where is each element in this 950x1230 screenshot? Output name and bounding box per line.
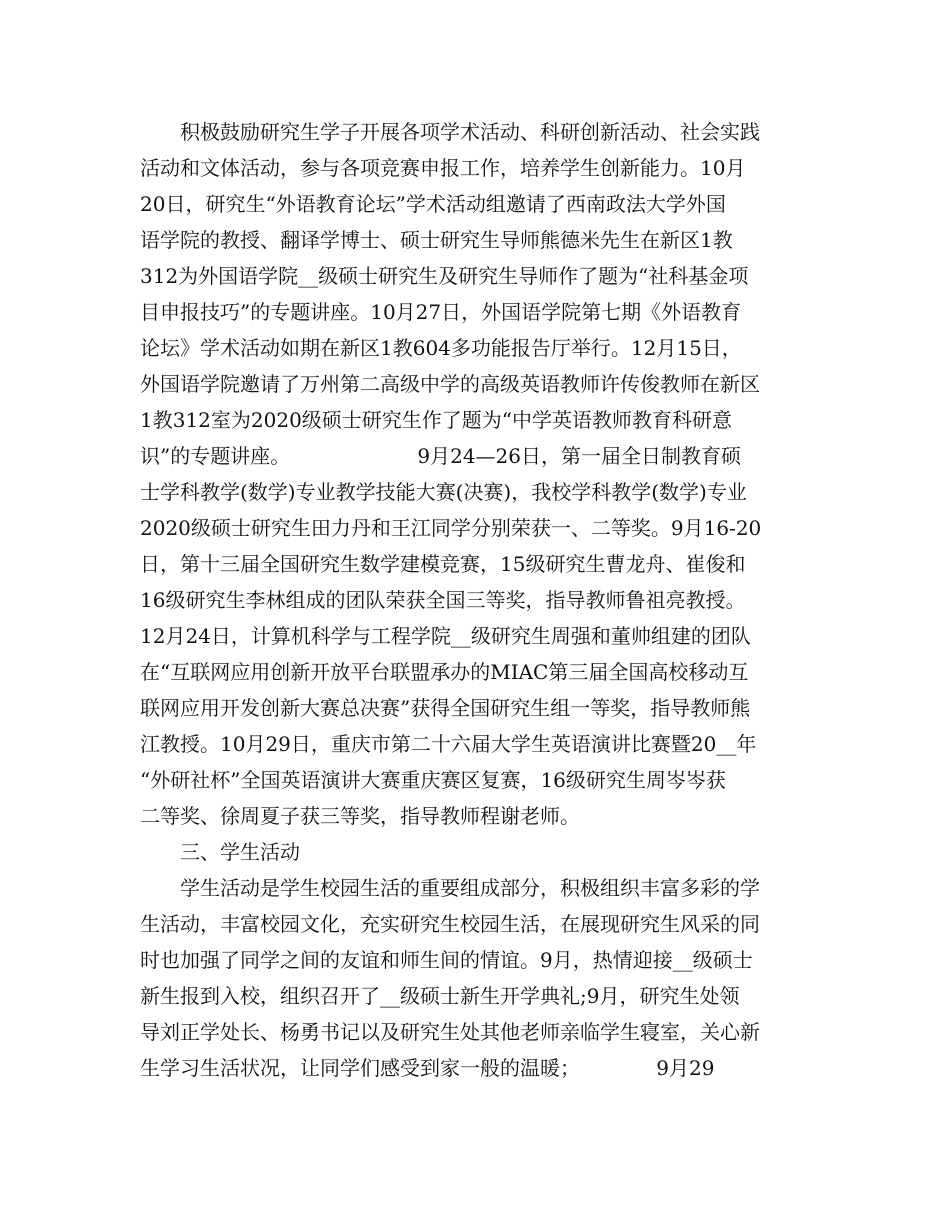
paragraph-line: 联网应用开发创新大赛总决赛”获得全国研究生组一等奖，指导教师熊 (140, 696, 751, 720)
paragraph-line: 识”的专题讲座。 9月24—26日，第一届全日制教育硕 (140, 444, 741, 468)
paragraph-line: 士学科教学(数学)专业教学技能大赛(决赛)，我校学科教学(数学)专业 (140, 480, 747, 504)
paragraph-line: 生学习生活状况，让同学们感受到家一般的温暖； 9月29 (140, 1056, 715, 1080)
paragraph-line: 积极鼓励研究生学子开展各项学术活动、科研创新活动、社会实践 (140, 120, 760, 144)
paragraph-line: 在“互联网应用创新开放平台联盟承办的MIAC第三届全国高校移动互 (140, 660, 749, 684)
paragraph-line: 12月24日，计算机科学与工程学院__级研究生周强和董帅组建的团队 (140, 624, 751, 648)
paragraph-line: 江教授。10月29日，重庆市第二十六届大学生英语演讲比赛暨20__年 (140, 732, 757, 756)
section-heading: 三、学生活动 (140, 840, 300, 864)
paragraph-line: 学生活动是学生校园生活的重要组成部分，积极组织丰富多彩的学 (140, 876, 760, 900)
paragraph-line: 论坛》学术活动如期在新区1教604多功能报告厅举行。12月15日， (140, 336, 742, 360)
paragraph-line: 二等奖、徐周夏子获三等奖，指导教师程谢老师。 (140, 804, 580, 828)
paragraph-line: 语学院的教授、翻译学博士、硕士研究生导师熊德米先生在新区1教 (140, 228, 733, 252)
paragraph-line: 生活动，丰富校园文化，充实研究生校园生活，在展现研究生风采的同 (140, 912, 760, 936)
paragraph-line: 新生报到入校，组织召开了__级硕士新生开学典礼;9月，研究生处领 (140, 984, 740, 1008)
paragraph-line: 活动和文体活动，参与各项竞赛申报工作，培养学生创新能力。10月 (140, 156, 746, 180)
paragraph-line: 312为外国语学院__级硕士研究生及研究生导师作了题为“社科基金项 (140, 264, 749, 288)
paragraph-line: 2020级硕士研究生田力丹和王江同学分别荣获一、二等奖。9月16-20 (140, 516, 762, 540)
paragraph-line: 20日，研究生“外语教育论坛”学术活动组邀请了西南政法大学外国 (140, 192, 726, 216)
paragraph-line: 16级研究生李林组成的团队荣获全国三等奖，指导教师鲁祖亮教授。 (140, 588, 746, 612)
paragraph-line: 外国语学院邀请了万州第二高级中学的高级英语教师许传俊教师在新区 (140, 372, 760, 396)
paragraph-line: “外研社杯”全国英语演讲大赛重庆赛区复赛，16级研究生周岑岑获 (140, 768, 726, 792)
paragraph-line: 日，第十三届全国研究生数学建模竞赛，15级研究生曹龙舟、崔俊和 (140, 552, 746, 576)
paragraph-line: 导刘正学处长、杨勇书记以及研究生处其他老师亲临学生寝室，关心新 (140, 1020, 760, 1044)
paragraph-line: 目申报技巧”的专题讲座。10月27日，外国语学院第七期《外语教育 (140, 300, 742, 324)
paragraph-line: 1教312室为2020级硕士研究生作了题为“中学英语教师教育科研意 (140, 408, 733, 432)
paragraph-line: 时也加强了同学之间的友谊和师生间的情谊。9月，热情迎接__级硕士 (140, 948, 753, 972)
